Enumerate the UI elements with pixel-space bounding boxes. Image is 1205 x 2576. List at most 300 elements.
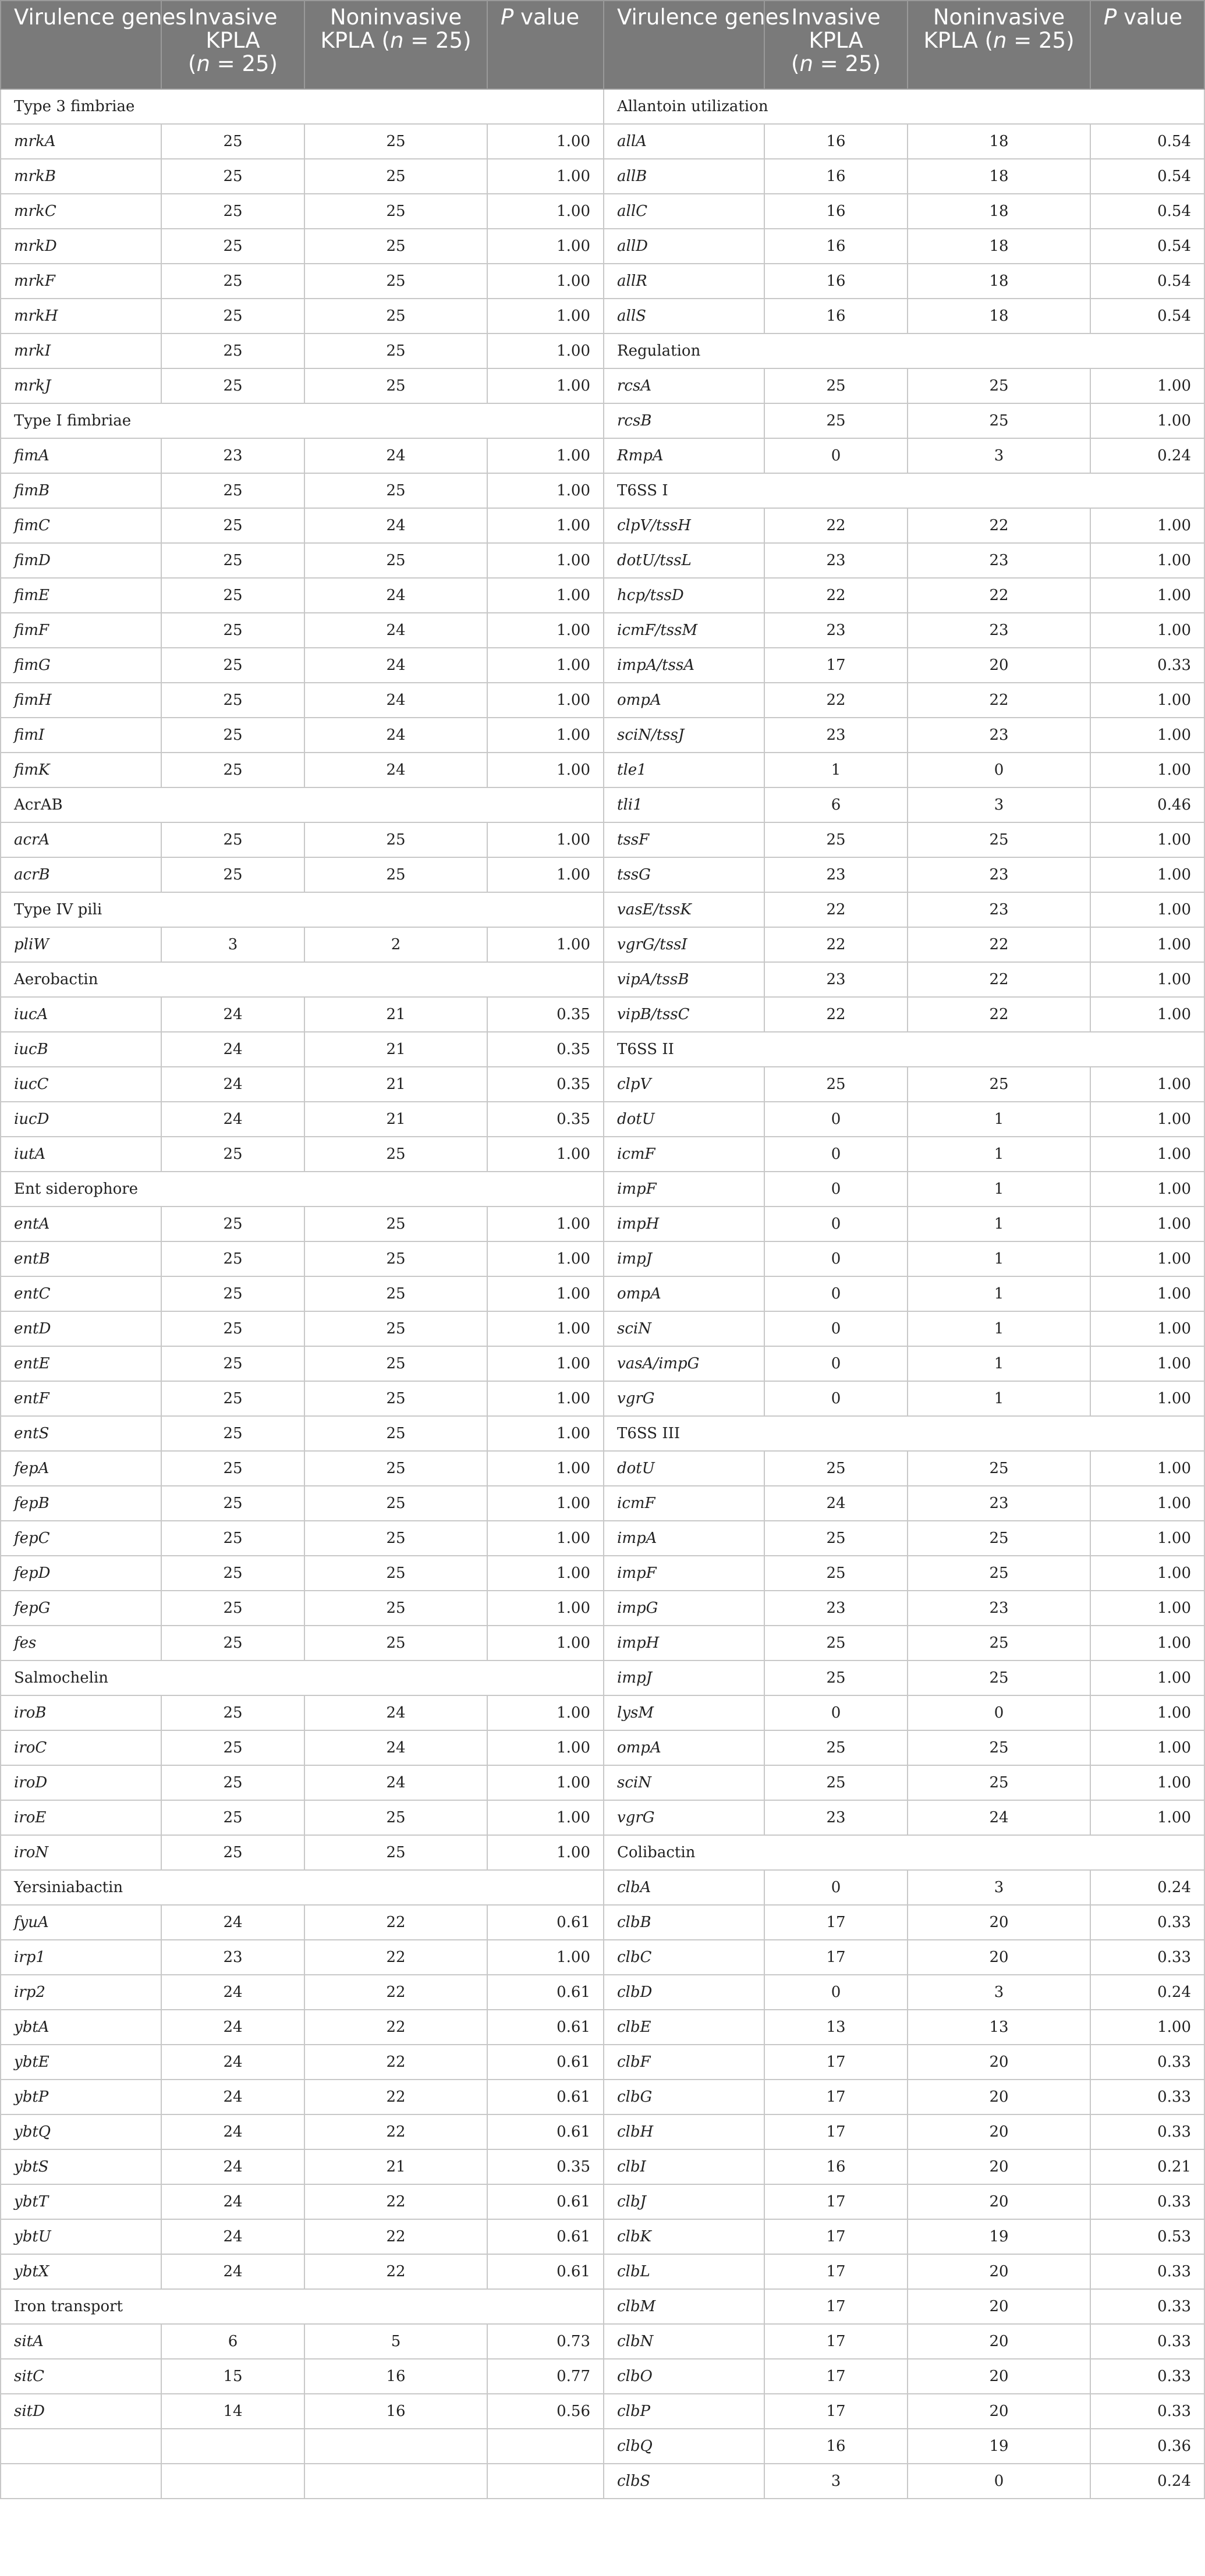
left-noninvasive-count-cell: 24 (304, 1695, 487, 1730)
header-noninvasive-left: Noninvasive KPLA (n = 25) (304, 1, 487, 89)
right-gene-name-cell: vipA/tssB (604, 962, 764, 997)
left-p-value-cell: 1.00 (487, 648, 604, 683)
header-invasive-right: Invasive KPLA (n = 25) (764, 1, 908, 89)
left-invasive-count-cell: 24 (161, 2114, 304, 2149)
left-p-value-cell: 1.00 (487, 124, 604, 159)
left-invasive-count-cell: 25 (161, 1521, 304, 1556)
right-p-value-cell: 1.00 (1090, 1207, 1204, 1241)
right-p-value-cell: 0.24 (1090, 438, 1204, 473)
left-p-value-cell: 1.00 (487, 578, 604, 613)
right-noninvasive-count-cell: 20 (908, 2289, 1090, 2324)
right-p-value-cell: 1.00 (1090, 1241, 1204, 1276)
right-p-value-cell: 0.33 (1090, 2184, 1204, 2219)
left-invasive-count-cell: 25 (161, 1695, 304, 1730)
left-gene-name-cell: sitA (1, 2324, 161, 2359)
left-noninvasive-count-cell: 25 (304, 1521, 487, 1556)
right-p-value-cell: 0.24 (1090, 1870, 1204, 1905)
right-noninvasive-count-cell: 25 (908, 1660, 1090, 1695)
left-p-value-cell: 1.00 (487, 229, 604, 264)
left-gene-name-cell: iucA (1, 997, 161, 1032)
left-category-header: Type 3 fimbriae (1, 89, 604, 124)
right-gene-name-cell: vgrG (604, 1800, 764, 1835)
left-p-value-cell: 1.00 (487, 613, 604, 648)
right-p-value-cell: 1.00 (1090, 613, 1204, 648)
right-invasive-count-cell: 22 (764, 508, 908, 543)
left-gene-name-cell: mrkI (1, 333, 161, 368)
left-invasive-count-cell: 25 (161, 1626, 304, 1660)
table-row (1, 1276, 1204, 1311)
left-noninvasive-count-cell: 22 (304, 1975, 487, 2010)
right-invasive-count-cell: 17 (764, 648, 908, 683)
left-p-value-cell: 1.00 (487, 1626, 604, 1660)
left-p-value-cell: 1.00 (487, 368, 604, 403)
left-invasive-count-cell: 25 (161, 194, 304, 229)
left-noninvasive-count-cell: 25 (304, 333, 487, 368)
left-invasive-count-cell: 25 (161, 718, 304, 753)
table-row (1, 299, 1204, 333)
left-invasive-count-cell: 24 (161, 1067, 304, 1102)
left-gene-name-cell: fimD (1, 543, 161, 578)
left-p-value-cell: 1.00 (487, 543, 604, 578)
left-noninvasive-count-cell: 22 (304, 2184, 487, 2219)
left-noninvasive-count-cell (304, 2464, 487, 2499)
right-invasive-count-cell: 25 (764, 822, 908, 857)
left-noninvasive-count-cell: 22 (304, 2010, 487, 2045)
left-noninvasive-count-cell: 22 (304, 2219, 487, 2254)
table-row (1, 892, 1204, 927)
left-invasive-count-cell: 25 (161, 1137, 304, 1172)
table-row (1, 1940, 1204, 1975)
table-row (1, 1451, 1204, 1486)
left-gene-name-cell: pliW (1, 927, 161, 962)
left-noninvasive-count-cell: 22 (304, 2080, 487, 2114)
right-invasive-count-cell: 25 (764, 368, 908, 403)
left-p-value-cell: 1.00 (487, 1730, 604, 1765)
table-row (1, 1207, 1204, 1241)
right-p-value-cell: 0.36 (1090, 2429, 1204, 2464)
right-p-value-cell: 0.54 (1090, 159, 1204, 194)
left-gene-name-cell: mrkB (1, 159, 161, 194)
left-gene-name-cell: entA (1, 1207, 161, 1241)
left-p-value-cell: 1.00 (487, 299, 604, 333)
left-noninvasive-count-cell: 25 (304, 1207, 487, 1241)
left-p-value-cell: 0.61 (487, 2080, 604, 2114)
right-p-value-cell: 1.00 (1090, 1556, 1204, 1591)
right-invasive-count-cell: 17 (764, 1940, 908, 1975)
right-p-value-cell: 0.54 (1090, 194, 1204, 229)
left-p-value-cell: 1.00 (487, 1346, 604, 1381)
table-row (1, 1102, 1204, 1137)
table-row (1, 1626, 1204, 1660)
right-invasive-count-cell: 23 (764, 543, 908, 578)
table-row (1, 578, 1204, 613)
right-noninvasive-count-cell: 1 (908, 1102, 1090, 1137)
right-invasive-count-cell: 25 (764, 1451, 908, 1486)
left-invasive-count-cell: 25 (161, 1346, 304, 1381)
right-invasive-count-cell: 16 (764, 299, 908, 333)
left-p-value-cell: 0.35 (487, 997, 604, 1032)
right-p-value-cell: 1.00 (1090, 962, 1204, 997)
right-gene-name-cell: clbA (604, 1870, 764, 1905)
right-invasive-count-cell: 22 (764, 683, 908, 718)
right-p-value-cell: 1.00 (1090, 1102, 1204, 1137)
right-noninvasive-count-cell: 0 (908, 753, 1090, 787)
right-gene-name-cell: rcsB (604, 403, 764, 438)
right-invasive-count-cell: 25 (764, 1730, 908, 1765)
table-row (1, 543, 1204, 578)
left-p-value-cell: 0.77 (487, 2359, 604, 2394)
right-noninvasive-count-cell: 20 (908, 2324, 1090, 2359)
right-noninvasive-count-cell: 25 (908, 1521, 1090, 1556)
left-gene-name-cell: acrA (1, 822, 161, 857)
left-gene-name-cell: fimG (1, 648, 161, 683)
right-noninvasive-count-cell: 1 (908, 1207, 1090, 1241)
table-row (1, 473, 1204, 508)
left-p-value-cell: 0.61 (487, 2010, 604, 2045)
left-gene-name-cell: iroE (1, 1800, 161, 1835)
table-row (1, 1660, 1204, 1695)
table-row (1, 1800, 1204, 1835)
left-gene-name-cell: fimB (1, 473, 161, 508)
left-noninvasive-count-cell: 22 (304, 2254, 487, 2289)
right-gene-name-cell: vasE/tssK (604, 892, 764, 927)
right-gene-name-cell: vasA/impG (604, 1346, 764, 1381)
right-noninvasive-count-cell: 13 (908, 2010, 1090, 2045)
table-row (1, 1311, 1204, 1346)
left-p-value-cell (487, 2464, 604, 2499)
right-gene-name-cell: clbO (604, 2359, 764, 2394)
left-invasive-count-cell: 25 (161, 508, 304, 543)
right-noninvasive-count-cell: 20 (908, 2394, 1090, 2429)
right-noninvasive-count-cell: 25 (908, 1765, 1090, 1800)
left-invasive-count-cell: 24 (161, 997, 304, 1032)
right-noninvasive-count-cell: 25 (908, 1067, 1090, 1102)
right-category-header: Allantoin utilization (604, 89, 1204, 124)
right-noninvasive-count-cell: 22 (908, 508, 1090, 543)
left-invasive-count-cell: 25 (161, 613, 304, 648)
right-p-value-cell: 1.00 (1090, 857, 1204, 892)
table-body (1, 89, 1204, 2499)
right-category-header: T6SS II (604, 1032, 1204, 1067)
right-noninvasive-count-cell: 1 (908, 1172, 1090, 1207)
right-noninvasive-count-cell: 1 (908, 1241, 1090, 1276)
right-p-value-cell: 1.00 (1090, 1521, 1204, 1556)
left-p-value-cell: 1.00 (487, 473, 604, 508)
left-p-value-cell: 0.61 (487, 2254, 604, 2289)
left-gene-name-cell: fimI (1, 718, 161, 753)
table-row (1, 1416, 1204, 1451)
right-p-value-cell: 1.00 (1090, 683, 1204, 718)
right-category-header: Regulation (604, 333, 1204, 368)
left-invasive-count-cell: 24 (161, 2184, 304, 2219)
left-invasive-count-cell: 25 (161, 1241, 304, 1276)
left-noninvasive-count-cell: 25 (304, 194, 487, 229)
left-noninvasive-count-cell: 22 (304, 2114, 487, 2149)
right-p-value-cell: 1.00 (1090, 1137, 1204, 1172)
right-gene-name-cell: clbQ (604, 2429, 764, 2464)
table-row (1, 997, 1204, 1032)
left-p-value-cell: 1.00 (487, 683, 604, 718)
table-row (1, 2114, 1204, 2149)
left-invasive-count-cell: 25 (161, 578, 304, 613)
left-gene-name-cell: ybtE (1, 2045, 161, 2080)
left-gene-name-cell: iroB (1, 1695, 161, 1730)
table-row (1, 2359, 1204, 2394)
table-row (1, 718, 1204, 753)
table-row (1, 1521, 1204, 1556)
right-noninvasive-count-cell: 3 (908, 787, 1090, 822)
left-invasive-count-cell (161, 2464, 304, 2499)
right-gene-name-cell: clbS (604, 2464, 764, 2499)
left-p-value-cell: 1.00 (487, 1695, 604, 1730)
table-row (1, 1032, 1204, 1067)
right-p-value-cell: 1.00 (1090, 2010, 1204, 2045)
right-invasive-count-cell: 25 (764, 1067, 908, 1102)
right-invasive-count-cell: 23 (764, 613, 908, 648)
left-invasive-count-cell: 25 (161, 1416, 304, 1451)
right-noninvasive-count-cell: 20 (908, 2254, 1090, 2289)
right-invasive-count-cell: 17 (764, 2289, 908, 2324)
left-invasive-count-cell: 23 (161, 1940, 304, 1975)
left-p-value-cell: 1.00 (487, 718, 604, 753)
table-row (1, 159, 1204, 194)
header-p-value-right: P value (1090, 1, 1204, 89)
table-row (1, 403, 1204, 438)
left-gene-name-cell: mrkD (1, 229, 161, 264)
right-gene-name-cell: impH (604, 1626, 764, 1660)
table-row (1, 1067, 1204, 1102)
right-gene-name-cell: icmF (604, 1486, 764, 1521)
left-gene-name-cell: mrkH (1, 299, 161, 333)
right-p-value-cell: 1.00 (1090, 1172, 1204, 1207)
right-noninvasive-count-cell: 23 (908, 718, 1090, 753)
right-invasive-count-cell: 0 (764, 1276, 908, 1311)
left-noninvasive-count-cell: 22 (304, 2045, 487, 2080)
left-invasive-count-cell: 25 (161, 822, 304, 857)
right-invasive-count-cell: 16 (764, 2429, 908, 2464)
right-invasive-count-cell: 17 (764, 2254, 908, 2289)
left-noninvasive-count-cell: 25 (304, 1451, 487, 1486)
left-noninvasive-count-cell: 25 (304, 473, 487, 508)
right-invasive-count-cell: 23 (764, 1800, 908, 1835)
right-gene-name-cell: vgrG/tssI (604, 927, 764, 962)
right-invasive-count-cell: 1 (764, 753, 908, 787)
right-noninvasive-count-cell: 20 (908, 2184, 1090, 2219)
right-p-value-cell: 1.00 (1090, 578, 1204, 613)
right-gene-name-cell: icmF (604, 1137, 764, 1172)
table-row (1, 683, 1204, 718)
right-invasive-count-cell: 0 (764, 1346, 908, 1381)
left-gene-name-cell: entE (1, 1346, 161, 1381)
table-row (1, 1591, 1204, 1626)
right-noninvasive-count-cell: 20 (908, 648, 1090, 683)
left-p-value-cell: 1.00 (487, 857, 604, 892)
right-invasive-count-cell: 16 (764, 124, 908, 159)
left-category-header: Type I fimbriae (1, 403, 604, 438)
right-invasive-count-cell: 25 (764, 1660, 908, 1695)
left-category-header: Yersiniabactin (1, 1870, 604, 1905)
right-invasive-count-cell: 6 (764, 787, 908, 822)
left-noninvasive-count-cell: 5 (304, 2324, 487, 2359)
right-gene-name-cell: clbE (604, 2010, 764, 2045)
right-noninvasive-count-cell: 22 (908, 578, 1090, 613)
right-p-value-cell: 1.00 (1090, 543, 1204, 578)
header-virulence-genes-left: Virulence genes (1, 1, 161, 89)
right-invasive-count-cell: 0 (764, 1311, 908, 1346)
right-gene-name-cell: impA/tssA (604, 648, 764, 683)
left-gene-name-cell: fyuA (1, 1905, 161, 1940)
right-gene-name-cell: tli1 (604, 787, 764, 822)
left-invasive-count-cell: 25 (161, 333, 304, 368)
right-gene-name-cell: rcsA (604, 368, 764, 403)
left-gene-name-cell: iroD (1, 1765, 161, 1800)
right-p-value-cell: 0.53 (1090, 2219, 1204, 2254)
right-p-value-cell: 1.00 (1090, 1765, 1204, 1800)
right-invasive-count-cell: 22 (764, 927, 908, 962)
left-p-value-cell: 1.00 (487, 1311, 604, 1346)
right-invasive-count-cell: 24 (764, 1486, 908, 1521)
left-noninvasive-count-cell: 24 (304, 578, 487, 613)
right-gene-name-cell: hcp/tssD (604, 578, 764, 613)
left-gene-name-cell: mrkJ (1, 368, 161, 403)
table-row (1, 1905, 1204, 1940)
right-noninvasive-count-cell: 25 (908, 1626, 1090, 1660)
right-gene-name-cell: impG (604, 1591, 764, 1626)
table-row (1, 927, 1204, 962)
right-gene-name-cell: tssG (604, 857, 764, 892)
left-invasive-count-cell: 25 (161, 1207, 304, 1241)
right-p-value-cell: 1.00 (1090, 1381, 1204, 1416)
table-row (1, 648, 1204, 683)
left-noninvasive-count-cell: 24 (304, 508, 487, 543)
table-row (1, 787, 1204, 822)
left-gene-name-cell: fimH (1, 683, 161, 718)
left-gene-name-cell: mrkC (1, 194, 161, 229)
right-invasive-count-cell: 23 (764, 718, 908, 753)
right-p-value-cell: 0.54 (1090, 264, 1204, 299)
right-p-value-cell: 0.54 (1090, 299, 1204, 333)
right-gene-name-cell: vgrG (604, 1381, 764, 1416)
right-noninvasive-count-cell: 19 (908, 2429, 1090, 2464)
table-row (1, 2394, 1204, 2429)
right-invasive-count-cell: 17 (764, 2359, 908, 2394)
right-p-value-cell: 0.24 (1090, 1975, 1204, 2010)
table-row (1, 229, 1204, 264)
right-gene-name-cell: clbB (604, 1905, 764, 1940)
left-noninvasive-count-cell: 24 (304, 438, 487, 473)
right-gene-name-cell: ompA (604, 1730, 764, 1765)
right-p-value-cell: 0.33 (1090, 2359, 1204, 2394)
right-p-value-cell: 0.21 (1090, 2149, 1204, 2184)
left-noninvasive-count-cell: 21 (304, 2149, 487, 2184)
left-gene-name-cell: fepG (1, 1591, 161, 1626)
right-noninvasive-count-cell: 20 (908, 2149, 1090, 2184)
right-noninvasive-count-cell: 23 (908, 1486, 1090, 1521)
right-gene-name-cell: ompA (604, 683, 764, 718)
right-p-value-cell: 1.00 (1090, 368, 1204, 403)
left-p-value-cell: 0.61 (487, 2184, 604, 2219)
left-invasive-count-cell: 15 (161, 2359, 304, 2394)
left-gene-name-cell: ybtS (1, 2149, 161, 2184)
left-noninvasive-count-cell: 25 (304, 1800, 487, 1835)
right-p-value-cell: 0.33 (1090, 1940, 1204, 1975)
right-invasive-count-cell: 17 (764, 2184, 908, 2219)
left-noninvasive-count-cell: 25 (304, 1835, 487, 1870)
left-p-value-cell: 0.61 (487, 2045, 604, 2080)
right-invasive-count-cell: 0 (764, 1695, 908, 1730)
right-gene-name-cell: allS (604, 299, 764, 333)
right-gene-name-cell: tle1 (604, 753, 764, 787)
right-p-value-cell: 1.00 (1090, 1067, 1204, 1102)
right-p-value-cell: 1.00 (1090, 1695, 1204, 1730)
table-header-row (1, 1, 1204, 89)
table-row (1, 508, 1204, 543)
right-p-value-cell: 1.00 (1090, 1451, 1204, 1486)
right-p-value-cell: 0.33 (1090, 2324, 1204, 2359)
right-invasive-count-cell: 23 (764, 962, 908, 997)
right-p-value-cell: 1.00 (1090, 718, 1204, 753)
right-gene-name-cell: clbK (604, 2219, 764, 2254)
left-gene-name-cell: fepC (1, 1521, 161, 1556)
left-noninvasive-count-cell: 25 (304, 1137, 487, 1172)
right-noninvasive-count-cell: 18 (908, 124, 1090, 159)
left-p-value-cell: 0.61 (487, 1905, 604, 1940)
right-gene-name-cell: clbN (604, 2324, 764, 2359)
left-invasive-count-cell: 25 (161, 159, 304, 194)
right-gene-name-cell: clpV/tssH (604, 508, 764, 543)
right-invasive-count-cell: 0 (764, 1241, 908, 1276)
left-category-header: Iron transport (1, 2289, 604, 2324)
left-noninvasive-count-cell: 25 (304, 1486, 487, 1521)
right-invasive-count-cell: 17 (764, 2114, 908, 2149)
left-noninvasive-count-cell: 24 (304, 753, 487, 787)
right-noninvasive-count-cell: 3 (908, 438, 1090, 473)
right-invasive-count-cell: 17 (764, 2080, 908, 2114)
right-p-value-cell: 0.33 (1090, 2114, 1204, 2149)
left-invasive-count-cell (161, 2429, 304, 2464)
right-invasive-count-cell: 25 (764, 1556, 908, 1591)
table-row (1, 1765, 1204, 1800)
left-invasive-count-cell: 25 (161, 264, 304, 299)
left-invasive-count-cell: 3 (161, 927, 304, 962)
right-invasive-count-cell: 25 (764, 1521, 908, 1556)
left-noninvasive-count-cell: 16 (304, 2394, 487, 2429)
left-p-value-cell: 0.35 (487, 1067, 604, 1102)
left-gene-name-cell: entF (1, 1381, 161, 1416)
left-gene-name-cell: ybtP (1, 2080, 161, 2114)
left-p-value-cell: 1.00 (487, 1521, 604, 1556)
right-category-header: Colibactin (604, 1835, 1204, 1870)
left-category-header: Ent siderophore (1, 1172, 604, 1207)
table-row (1, 1975, 1204, 2010)
left-noninvasive-count-cell: 24 (304, 718, 487, 753)
right-noninvasive-count-cell: 22 (908, 962, 1090, 997)
right-noninvasive-count-cell: 1 (908, 1346, 1090, 1381)
right-noninvasive-count-cell: 19 (908, 2219, 1090, 2254)
right-p-value-cell: 1.00 (1090, 1626, 1204, 1660)
left-noninvasive-count-cell: 25 (304, 1311, 487, 1346)
right-invasive-count-cell: 0 (764, 1137, 908, 1172)
left-noninvasive-count-cell: 21 (304, 1032, 487, 1067)
right-gene-name-cell: clbD (604, 1975, 764, 2010)
left-gene-name-cell: sitD (1, 2394, 161, 2429)
left-gene-name-cell: sitC (1, 2359, 161, 2394)
left-noninvasive-count-cell: 25 (304, 1556, 487, 1591)
left-gene-name-cell: entB (1, 1241, 161, 1276)
left-invasive-count-cell: 25 (161, 1556, 304, 1591)
left-noninvasive-count-cell: 25 (304, 857, 487, 892)
left-invasive-count-cell: 24 (161, 2254, 304, 2289)
